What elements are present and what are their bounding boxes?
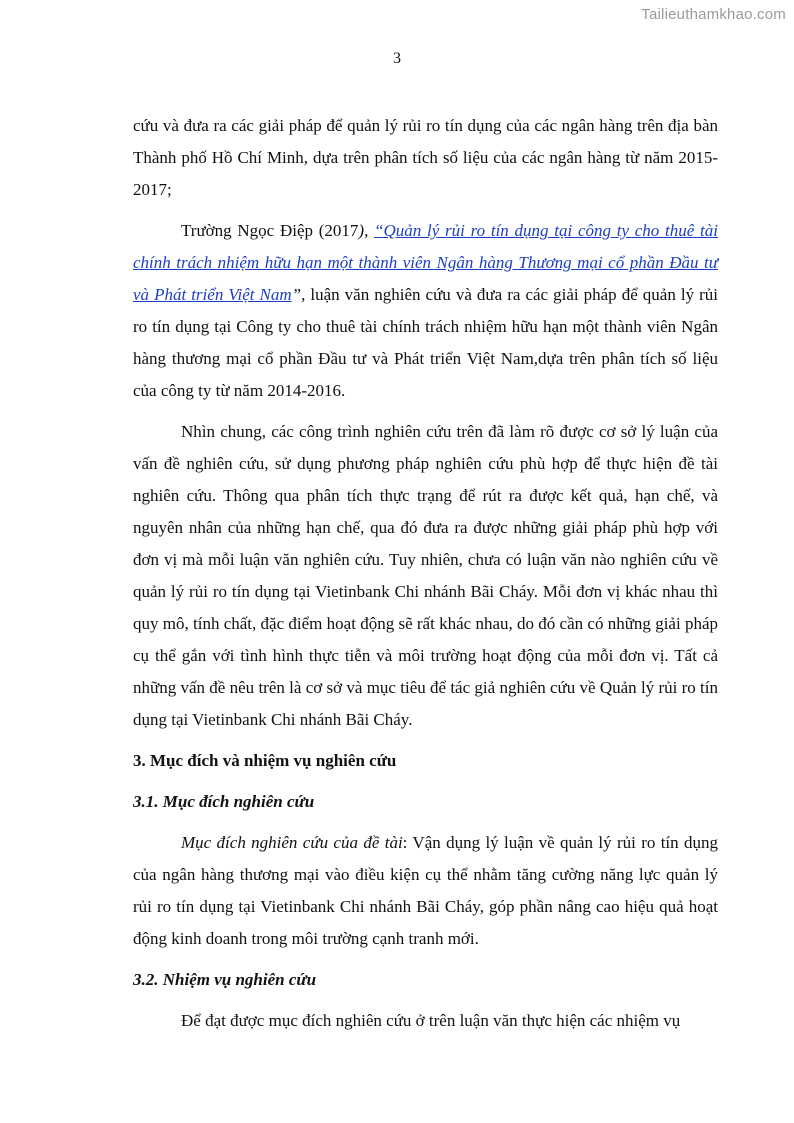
purpose-text: : Vận dụng lý luận về quản lý rủi ro tín dụng của ngân hàng thương mại vào điều kiện cụ thể nhằm tăng cường năng lực quản lý rủi ro tín dụng tại Vietinbank Chi nhánh Bãi Cháy, góp phần nâng cao hiệu quả hoạt động kinh doanh trong môi trường cạnh tranh mới. <box>133 833 718 948</box>
purpose-lead: Mục đích nghiên cứu của đề tài <box>181 833 403 852</box>
open-quote: “ <box>374 221 384 240</box>
paragraph-tasks: Để đạt được mục đích nghiên cứu ở trên luận văn thực hiện các nhiệm vụ <box>181 1011 681 1030</box>
subsection-heading-tasks: 3.2. Nhiệm vụ nghiên cứu <box>133 970 317 989</box>
watermark-text: Tailieuthamkhao.com <box>641 6 786 23</box>
paragraph-purpose <box>133 827 718 955</box>
document-body <box>133 110 718 1046</box>
subsection-heading-purpose: 3.1. Mục đích nghiên cứu <box>133 792 315 811</box>
paragraph-summary: Nhìn chung, các công trình nghiên cứu trên đã làm rõ được cơ sở lý luận của vấn đề nghiên cứu, sử dụng phương pháp nghiên cứu phù hợp để thực hiện đề tài nghiên cứu. Thông qua phân tích thực trạng để rút ra được kết quả, hạn chế, và nguyên nhân của những hạn chế, qua đó đưa ra được những giải pháp phù hợp với đơn vị mà mỗi luận văn nghiên cứu. Tuy nhiên, chưa có luận văn nào nghiên cứu về quản lý rủi ro tín dụng tại Vietinbank Chi nhánh Bãi Cháy. Mỗi đơn vị khác nhau thì quy mô, tính chất, đặc điểm hoạt động sẽ rất khác nhau, do đó cần có những giải pháp cụ thể gắn với tình hình thực tiễn và môi trường hoạt động của mỗi đơn vị. Tất cả những vấn đề nêu trên là cơ sở và mục tiêu để tác giả nghiên cứu về Quản lý rủi ro tín dụng tại Vietinbank Chi nhánh Bãi Cháy. <box>133 422 718 729</box>
page-number: 3 <box>393 50 401 67</box>
reference-author: Trường Ngọc Điệp (2017 <box>181 221 359 240</box>
close-quote: ”, <box>291 285 306 304</box>
section-heading: 3. Mục đích và nhiệm vụ nghiên cứu <box>133 751 397 770</box>
paragraph-continuation: cứu và đưa ra các giải pháp để quản lý rủi ro tín dụng của các ngân hàng trên địa bàn Thành phố Hồ Chí Minh, dựa trên phân tích số liệu của các ngân hàng từ năm 2015-2017; <box>133 116 718 199</box>
reference-title: Quản lý rủi ro tín dụng tại công ty cho thuê tài chính trách nhiệm hữu hạn một thành viên Ngân hàng Thương mại cổ phần Đầu tư và Phát triển Việt Nam <box>133 221 718 304</box>
reference-description: luận văn nghiên cứu và đưa ra các giải pháp để quản lý rủi ro tín dụng tại Công ty cho thuê tài chính trách nhiệm hữu hạn một thành viên Ngân hàng thương mại cổ phần Đầu tư và Phát triển Việt Nam,dựa trên phân tích số liệu của công ty từ năm 2014-2016. <box>133 285 718 400</box>
reference-separator: ), <box>358 221 375 240</box>
paragraph-reference <box>133 215 718 407</box>
